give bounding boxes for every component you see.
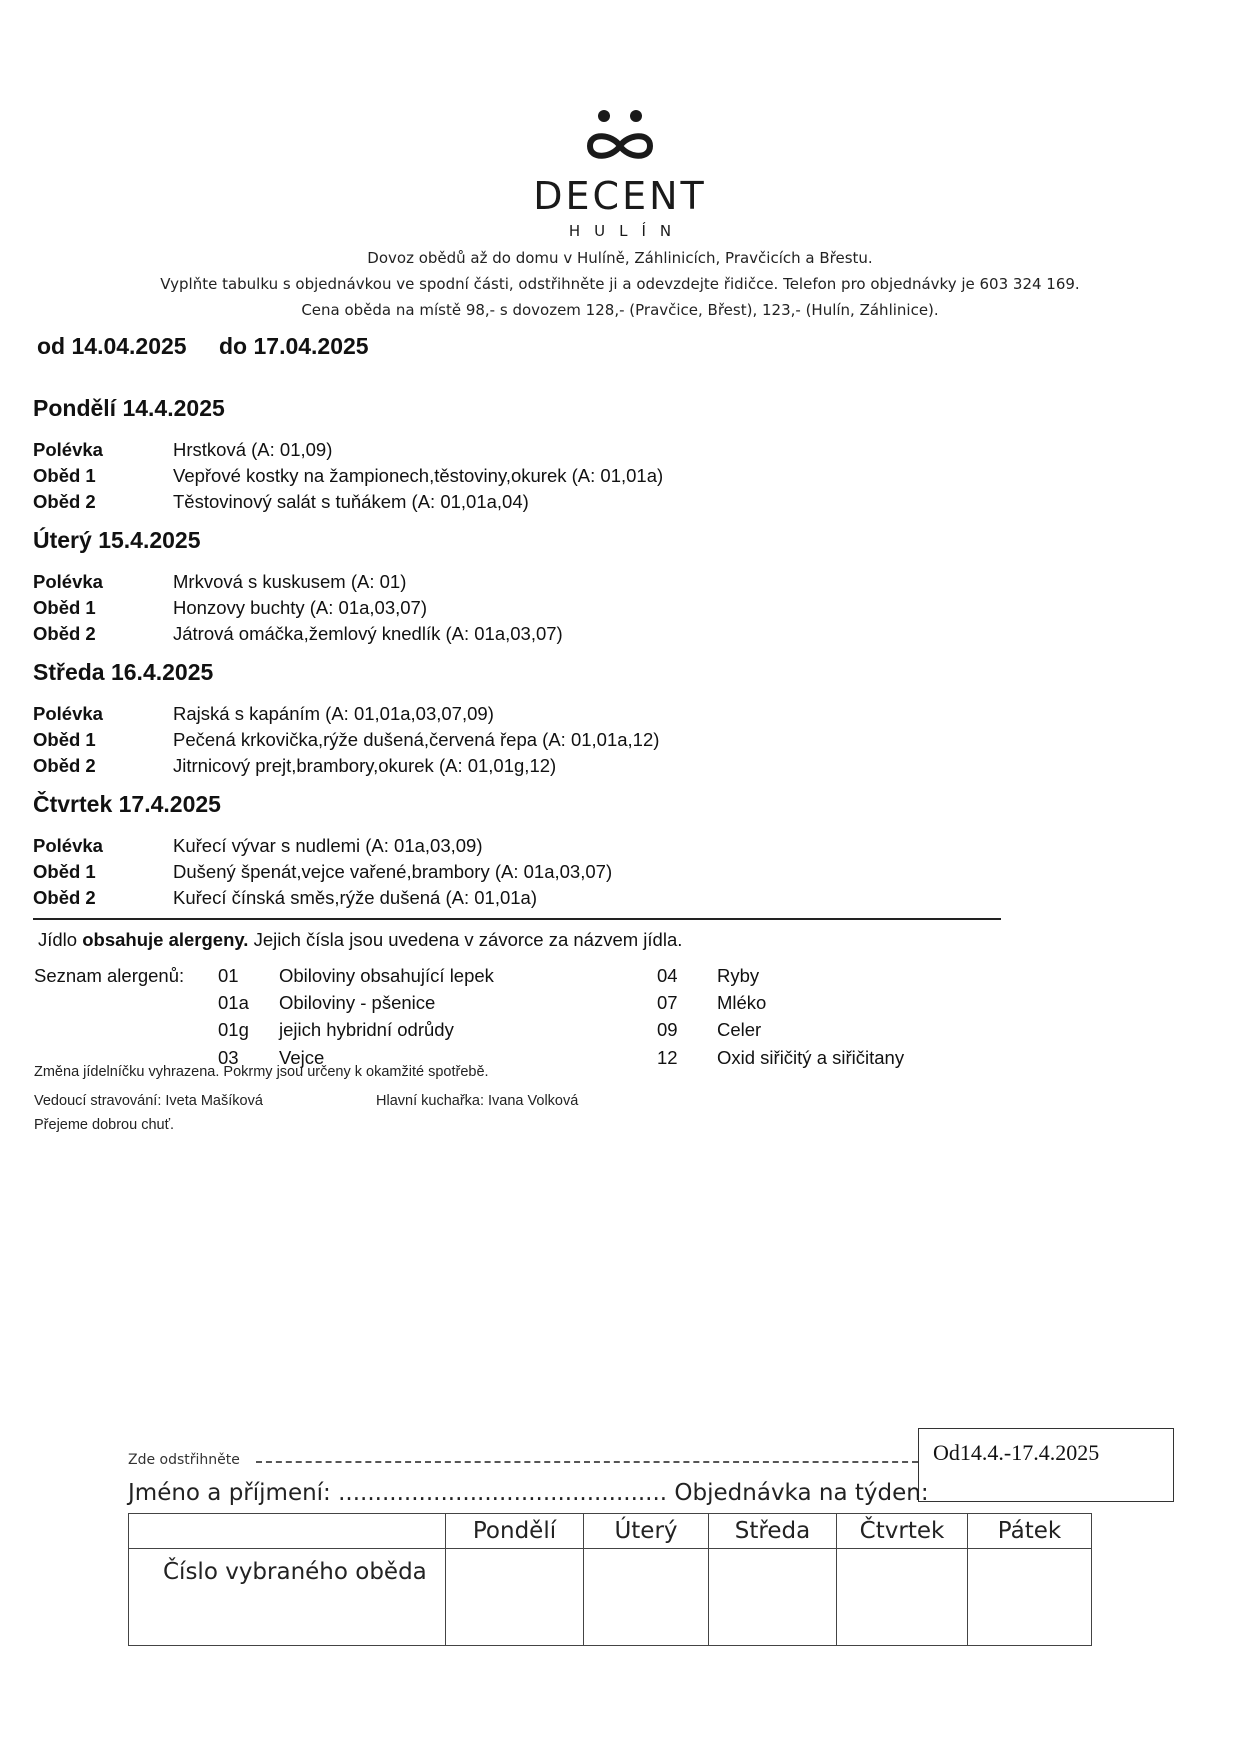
allergen-name: Ryby xyxy=(717,965,760,986)
menu-row-dish: Kuřecí čínská směs,rýže dušená (A: 01,01a) xyxy=(173,887,538,908)
menu-row-label: Polévka xyxy=(33,835,103,856)
allergen-note-pre: Jídlo xyxy=(38,929,83,950)
menu-row xyxy=(33,859,612,885)
intro-text xyxy=(0,245,1240,323)
allergen-note-post: Jejich čísla jsou uvedena v závorce za názvem jídla. xyxy=(248,929,683,950)
allergen-note xyxy=(38,929,682,951)
menu-row-label: Oběd 2 xyxy=(33,491,96,512)
allergen-name: jejich hybridní odrůdy xyxy=(279,1019,454,1040)
menu-row-label: Polévka xyxy=(33,703,103,724)
brand-name: DECENT xyxy=(533,174,707,218)
order-table xyxy=(128,1513,1092,1646)
order-period: Od14.4.-17.4.2025 xyxy=(933,1440,1100,1465)
order-day-header: Středa xyxy=(709,1514,837,1549)
allergen-name: Mléko xyxy=(717,992,767,1013)
allergen-name: Vejce xyxy=(279,1047,325,1068)
menu-row-dish: Mrkvová s kuskusem (A: 01) xyxy=(173,571,407,592)
order-cell-wednesday[interactable] xyxy=(709,1549,837,1646)
menu-row xyxy=(33,833,483,859)
decent-logo-icon xyxy=(580,108,660,168)
allergen-code: 01a xyxy=(218,992,249,1013)
order-table-corner xyxy=(129,1514,446,1549)
menu-row-label: Polévka xyxy=(33,439,103,460)
order-row-label: Číslo vybraného oběda xyxy=(129,1549,446,1646)
order-cell-friday[interactable] xyxy=(968,1549,1092,1646)
allergen-code: 04 xyxy=(657,965,678,986)
intro-line: Dovoz obědů až do domu v Hulíně, Záhlinicích, Pravčicích a Břestu. xyxy=(367,249,873,267)
intro-line: Cena oběda na místě 98,- s dovozem 128,- (Pravčice, Břest), 123,- (Hulín, Záhlinice). xyxy=(301,301,939,319)
menu-row-dish: Pečená krkovička,rýže dušená,červená řepa (A: 01,01a,12) xyxy=(173,729,660,750)
menu-row-label: Oběd 2 xyxy=(33,887,96,908)
day-title: Čtvrtek 17.4.2025 xyxy=(33,791,221,817)
day-title: Středa 16.4.2025 xyxy=(33,659,214,685)
intro-line: Vyplňte tabulku s objednávkou ve spodní části, odstřihněte ji a odevzdejte řidičce. Telefon pro objednávky je 603 324 169. xyxy=(160,275,1080,293)
allergen-name: Obiloviny obsahující lepek xyxy=(279,965,494,986)
cut-label: Zde odstřihněte xyxy=(128,1452,240,1468)
menu-row-label: Oběd 2 xyxy=(33,623,96,644)
divider xyxy=(33,918,1001,920)
cook-name: Hlavní kuchařka: Ivana Volková xyxy=(376,1093,579,1109)
brand-location: HULÍN xyxy=(568,222,686,240)
menu-row xyxy=(33,701,494,727)
logo xyxy=(0,108,1240,240)
menu-row-dish: Rajská s kapáním (A: 01,01a,03,07,09) xyxy=(173,703,494,724)
allergen-code: 12 xyxy=(657,1047,678,1068)
allergen-note-bold: obsahuje alergeny. xyxy=(82,929,249,950)
menu-row-label: Oběd 1 xyxy=(33,465,96,486)
order-cell-monday[interactable] xyxy=(446,1549,584,1646)
menu-row-dish: Vepřové kostky na žampionech,těstoviny,okurek (A: 01,01a) xyxy=(173,465,664,486)
order-day-header: Pondělí xyxy=(446,1514,584,1549)
allergen-name: Celer xyxy=(717,1019,762,1040)
allergen-name: Obiloviny - pšenice xyxy=(279,992,436,1013)
name-field[interactable]: Jméno a příjmení: ............................................. Objednávka na týden: xyxy=(128,1480,929,1506)
allergen-code: 09 xyxy=(657,1019,678,1040)
allergen-code: 03 xyxy=(218,1047,239,1068)
menu-row-dish: Dušený špenát,vejce vařené,brambory (A: 01a,03,07) xyxy=(173,861,613,882)
menu-row xyxy=(33,753,556,779)
menu-row xyxy=(33,885,537,911)
order-day-header: Čtvrtek xyxy=(837,1514,968,1549)
menu-row-dish: Jitrnicový prejt,brambory,okurek (A: 01,01g,12) xyxy=(173,755,557,776)
allergen-code: 01g xyxy=(218,1019,249,1040)
allergen-code: 01 xyxy=(218,965,239,986)
menu-row-dish: Hrstková (A: 01,09) xyxy=(173,439,333,460)
menu-row xyxy=(33,463,663,489)
manager-name: Vedoucí stravování: Iveta Mašíková xyxy=(34,1093,263,1109)
allergen-name: Oxid siřičitý a siřičitany xyxy=(717,1047,905,1068)
menu-row xyxy=(33,621,563,647)
menu-row-label: Oběd 1 xyxy=(33,597,96,618)
order-day-header: Pátek xyxy=(968,1514,1092,1549)
order-cell-tuesday[interactable] xyxy=(584,1549,709,1646)
day-title: Pondělí 14.4.2025 xyxy=(33,395,225,421)
menu-row xyxy=(33,437,332,463)
allergen-list-label: Seznam alergenů: xyxy=(34,965,185,986)
period-to: do 17.04.2025 xyxy=(219,333,369,359)
menu-period xyxy=(37,333,395,360)
menu-row-label: Oběd 1 xyxy=(33,861,96,882)
menu-row-label: Oběd 2 xyxy=(33,755,96,776)
menu-row xyxy=(33,595,427,621)
menu-row-dish: Játrová omáčka,žemlový knedlík (A: 01a,03,07) xyxy=(173,623,563,644)
menu-row xyxy=(33,489,529,515)
allergen-code: 07 xyxy=(657,992,678,1013)
order-table-row xyxy=(129,1549,1092,1646)
menu-row xyxy=(33,569,406,595)
change-note: Změna jídelníčku vyhrazena. Pokrmy jsou určeny k okamžité spotřebě. xyxy=(34,1064,489,1080)
menu-row-dish: Kuřecí vývar s nudlemi (A: 01a,03,09) xyxy=(173,835,483,856)
order-table-header xyxy=(129,1514,1092,1549)
menu-row-label: Oběd 1 xyxy=(33,729,96,750)
menu-row-dish: Těstovinový salát s tuňákem (A: 01,01a,04) xyxy=(173,491,529,512)
order-period-box xyxy=(918,1428,1174,1502)
menu-row-label: Polévka xyxy=(33,571,103,592)
period-from: od 14.04.2025 xyxy=(37,333,187,359)
cut-line xyxy=(256,1461,918,1463)
day-title: Úterý 15.4.2025 xyxy=(33,527,201,553)
order-cell-thursday[interactable] xyxy=(837,1549,968,1646)
wish-text: Přejeme dobrou chuť. xyxy=(34,1117,175,1133)
menu-row-dish: Honzovy buchty (A: 01a,03,07) xyxy=(173,597,428,618)
menu-row xyxy=(33,727,659,753)
order-day-header: Úterý xyxy=(584,1514,709,1549)
